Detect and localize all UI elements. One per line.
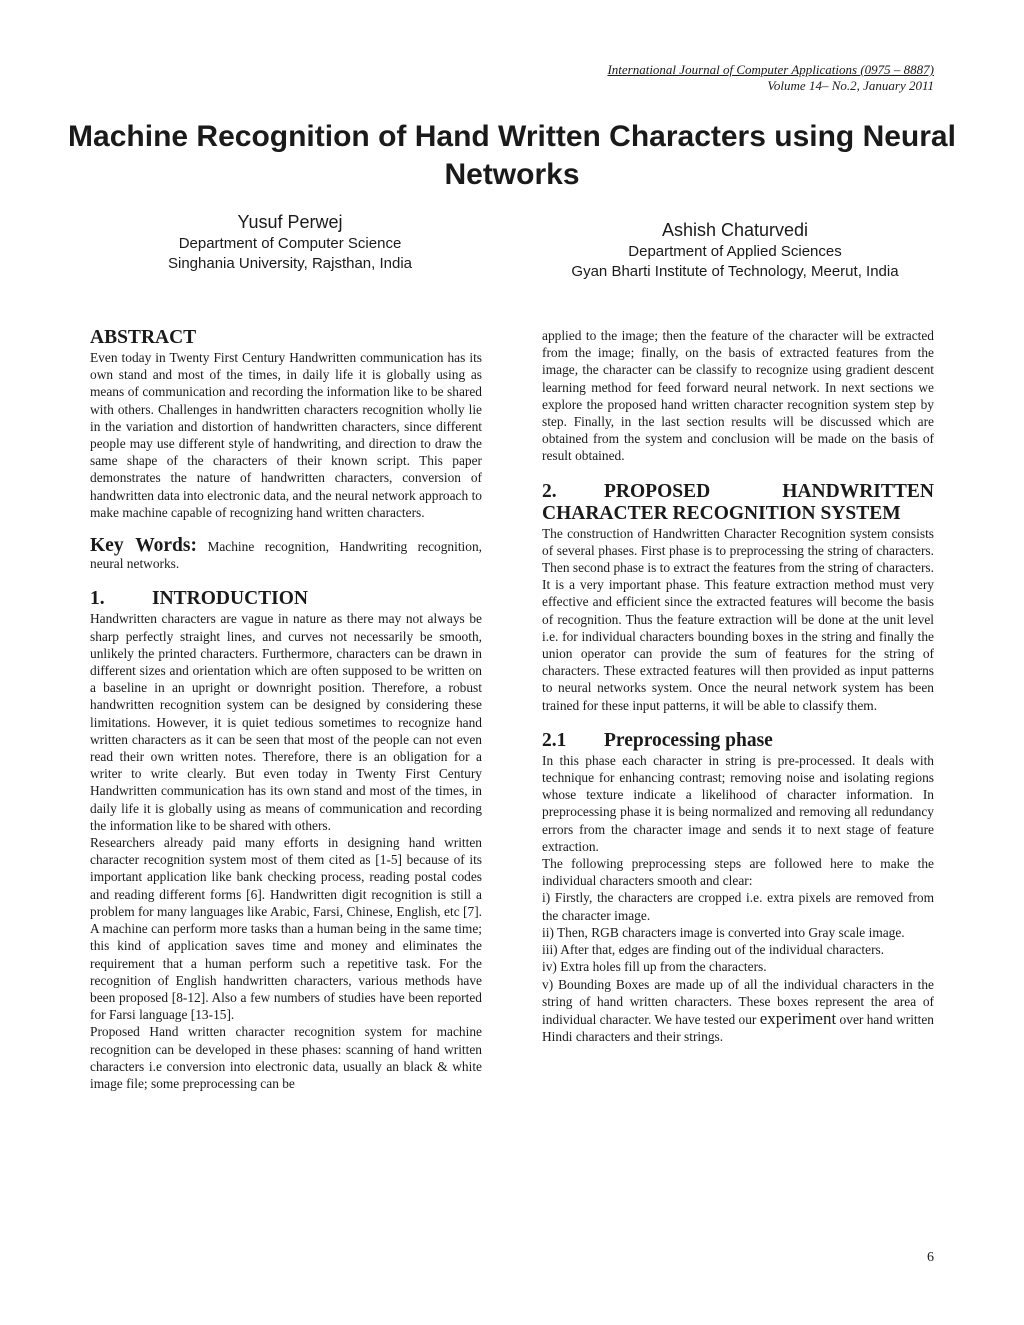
- intro-number: 1.: [90, 588, 105, 610]
- intro-paragraph: Proposed Hand written character recognition system for machine recognition can be developed in these phases: scanning of hand written characters i.e conversion into electronic data, usually an black & white image file; some preprocessing can be: [90, 1024, 482, 1091]
- journal-name: International Journal of Computer Applications (0975 – 8887): [607, 62, 934, 77]
- paper-title: Machine Recognition of Hand Written Characters using Neural Networks: [68, 120, 956, 191]
- author-institution: Singhania University, Rajsthan, India: [167, 255, 413, 272]
- keywords-text: Machine recognition, Handwriting recognition, neural networks.: [90, 539, 482, 572]
- section2-title-line1: PROPOSED HANDWRITTEN: [604, 480, 934, 502]
- list-item: ii) Then, RGB characters image is converted into Gray scale image.: [542, 924, 905, 940]
- keywords-label: Key Words:: [90, 535, 197, 557]
- list-item: iii) After that, edges are finding out of the individual characters.: [542, 942, 885, 958]
- keywords: [90, 537, 482, 572]
- list-item: iv) Extra holes fill up from the characters.: [542, 959, 767, 975]
- section2-number: 2.: [542, 480, 557, 502]
- step5-big-word: experiment: [759, 1008, 837, 1028]
- section2-text: The construction of Handwritten Character Recognition system consists of several phases. First phase is to preprocessing the string of characters. Then second phase is to extract the features from the string of characters. It is a very important phase. This feature extraction method must very effective and efficient since the extracted features will become the basis of recognition. Thus the feature extraction will be done at the unit level i.e. for individual characters bounding boxes in the string and finally the union operator can provide the sum of features for the string of characters. These extracted features will then provided as input patterns to neural networks system. Once the neural network system has been trained for these input patterns, it will be able to classify them.: [542, 525, 934, 713]
- section21-title: Preprocessing phase: [604, 729, 773, 751]
- section21-steps-intro: The following preprocessing steps are followed here to make the individual characters smooth and clear:: [542, 856, 934, 889]
- author-name: Yusuf Perwej: [237, 212, 343, 232]
- author-department: Department of Computer Science: [178, 235, 402, 252]
- journal-volume: Volume 14– No.2, January 2011: [767, 78, 934, 93]
- section21-heading: [542, 730, 934, 752]
- author-name: Ashish Chaturvedi: [661, 220, 809, 240]
- section2-heading: [542, 481, 934, 503]
- step5-before: v) Bounding Boxes are made up of all the individual characters in the string of hand written characters. These boxes represent the area of individual character. We have tested our: [542, 976, 934, 1027]
- right-column: [542, 327, 934, 1045]
- author-institution: Gyan Bharti Institute of Technology, Meerut, India: [571, 263, 899, 280]
- author-department: Department of Applied Sciences: [628, 243, 842, 260]
- page-number: 6: [927, 1250, 934, 1265]
- intro-heading: [90, 588, 482, 610]
- section2-title-line2: CHARACTER RECOGNITION SYSTEM: [542, 502, 901, 524]
- intro-title: INTRODUCTION: [152, 588, 309, 610]
- list-item: i) Firstly, the characters are cropped i.e. extra pixels are removed from the character image.: [542, 890, 934, 923]
- author-block-2: [540, 218, 930, 282]
- intro-paragraph: Researchers already paid many efforts in designing hand written character recognition system most of them cited as [1-5] because of its important application like bank checking process, reading postal codes and reading different forms [6]. Handwritten digit recognition is still a problem for many languages like Arabic, Farsi, Chinese, English, etc [7]. A machine can perform more tasks than a human being in the same time; this kind of application saves time and money and eliminates the requirement that a human perform such a repetitive task. For the recognition of English handwritten characters, various methods have been proposed [8-12]. Also a few numbers of studies have been reported for Farsi language [13-15].: [90, 835, 482, 1023]
- abstract-text: Even today in Twenty First Century Handwritten communication has its own stand and most of the times, in daily life it is globally using as means of communication and recording the information like to be shared with others. Challenges in handwritten characters recognition wholly lie in the variation and distortion of handwritten characters, since different people may use different style of handwriting, and direction to draw the same shape of the characters of their known script. This paper demonstrates the nature of handwritten characters, conversion of handwritten data into electronic data, and the neural network approach to make machine capable of recognizing hand written characters.: [90, 350, 482, 520]
- section21-text: In this phase each character in string is pre-processed. It deals with technique for enhancing contrast; removing noise and isolating regions whose texture indicate a likelihood of character information. In preprocessing phase it is being normalized and removing all redundancy errors from the character image and sends it to next stage of feature extraction.: [542, 752, 934, 854]
- intro-paragraph: Handwritten characters are vague in nature as there may not always be sharp perfectly straight lines, and curves not necessarily be smooth, unlikely the printed characters. Furthermore, characters can be drawn in different sizes and orientation which are often supposed to be written on a baseline in an upright or downright position. Therefore, a robust handwritten recognition system can be designed by considering these limitations. However, it is quiet tedious sometimes to recognize hand written characters as it can be seen that most of the people can not even read their own written notes. Therefore, there is an obligation for a writer to write clearly. But even today in Twenty First Century Handwritten communication has its own stand and most of the times, in daily life it is globally using as means of communication and recording the information like to be shared with others.: [90, 611, 482, 833]
- author-block-1: [130, 210, 450, 274]
- intro-continued: applied to the image; then the feature of the character will be extracted from the image; finally, on the basis of extracted features from the image, the character can be classify to recognize using gradient descent learning method for feed forward neural network. In next sections we explore the proposed hand written character recognition system step by step. Finally, in the last section results will be discussed which are obtained from the system and conclusion will be made on the basis of result obtained.: [542, 328, 934, 464]
- list-item: [542, 976, 934, 1046]
- step5-after: over hand written Hindi characters and their strings.: [542, 1011, 935, 1045]
- section21-number: 2.1: [542, 729, 567, 751]
- abstract-heading: ABSTRACT: [90, 327, 197, 348]
- journal-header: [607, 62, 934, 94]
- left-column: [90, 327, 482, 1092]
